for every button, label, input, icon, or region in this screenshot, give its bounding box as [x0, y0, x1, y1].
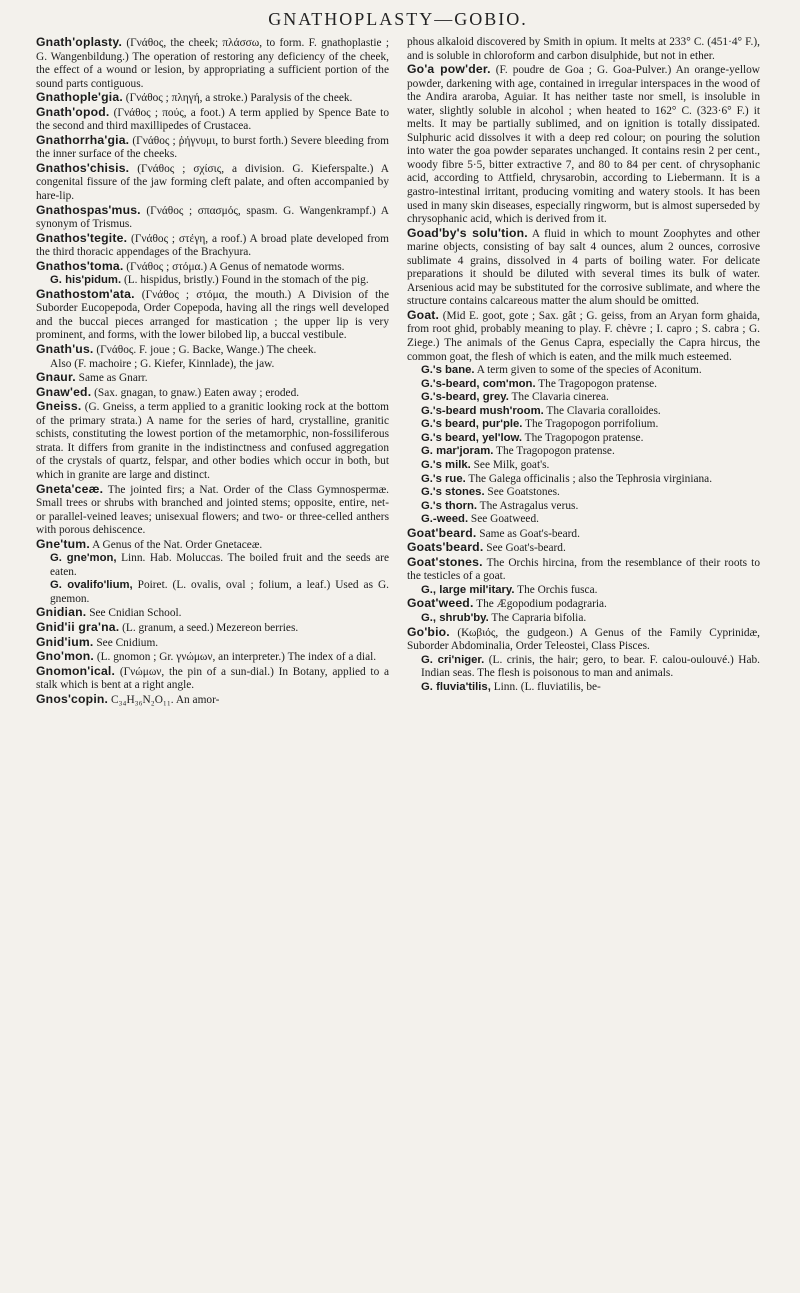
entry-definition: Linn. (L. fluviatilis, be-	[490, 680, 601, 693]
dictionary-entry	[36, 636, 389, 651]
entry-definition: Also (F. machoire ; G. Kiefer, Kinnlade), the jaw.	[50, 357, 275, 370]
entry-definition: A term given to some of the species of Aconitum.	[474, 364, 702, 377]
entry-headword: Gnathople'gia.	[36, 90, 123, 105]
dictionary-entry	[36, 134, 389, 162]
entry-headword: Gnathostom'ata.	[36, 286, 135, 301]
entry-headword: G.'s beard, pur'ple.	[421, 418, 523, 431]
dictionary-entry	[407, 527, 760, 542]
entry-definition: (Γνάθος ; σχίσις, a division. G. Kieferspalte.) A congenital fissure of the jaw forming cleft palate, and often accompanied by hare-lip.	[36, 162, 389, 203]
entry-headword: Goat'stones.	[407, 554, 483, 569]
entry-headword: Goat.	[407, 307, 440, 322]
dictionary-entry	[407, 541, 760, 556]
entry-headword: G. gne'mon,	[50, 552, 117, 565]
entry-definition: Linn. Hab. Moluccas. The boiled fruit and the seeds are eaten.	[50, 552, 389, 578]
entry-definition: The Capraria bifolia.	[488, 611, 587, 624]
dictionary-entry	[407, 364, 760, 378]
dictionary-entry	[36, 162, 389, 204]
dictionary-entry	[36, 400, 389, 482]
entry-definition: The Tragopogon pratense.	[522, 431, 644, 444]
entry-headword: Go'a pow'der.	[407, 62, 491, 77]
entry-headword: G.'s beard, yel'low.	[421, 431, 523, 444]
entry-definition: The Tragopogon pratense.	[493, 445, 615, 458]
entry-definition: The Astragalus verus.	[477, 499, 579, 512]
entry-headword: G. mar'joram.	[421, 445, 494, 458]
entry-headword: Goad'by's solu'tion.	[407, 225, 528, 240]
entry-headword: Goat'beard.	[407, 525, 477, 540]
dictionary-entry	[407, 556, 760, 584]
entry-definition: (Γνάθος ; πούς, a foot.) A term applied by Spence Bate to the second and third maxillipedes of Crustacea.	[36, 106, 389, 133]
entry-definition: A fluid in which to mount Zoophytes and other marine objects, consisting of bay salt 4 ounces, alum 2 ounces, corrosive sublimate 4 grains, dissolved in 4 parts of boiling water. For delicate preparations it should be diluted with several times its bulk of water. Arsenious acid may be substituted for the corrosive sublimate, and where the structure contains calcareous matter the alum should be omitted.	[407, 227, 760, 308]
entry-definition: (Γνάθος ; ῥήγνυμι, to burst forth.) Severe bleeding from the inner surface of the cheeks.	[36, 134, 389, 161]
dictionary-entry	[36, 343, 389, 358]
entry-headword: G.'s rue.	[421, 472, 466, 485]
dictionary-entry	[36, 386, 389, 401]
entry-definition: See Cnidium.	[93, 636, 159, 649]
entry-headword: Gnid'ium.	[36, 634, 94, 649]
dictionary-entry	[407, 612, 760, 626]
dictionary-entry	[407, 473, 760, 487]
entry-definition: See Goat's-beard.	[483, 542, 566, 555]
dictionary-entry	[407, 584, 760, 598]
dictionary-entry	[407, 681, 760, 695]
entry-definition: (Γνάθος, the cheek; πλάσσω, to form. F. gnathoplastie ; G. Wangenbildung.) The operation of restoring any deficiency of the cheek, the effect of a wound or lesion, by appropriating a sufficient portion of the sound parts contiguous.	[36, 37, 389, 90]
entry-definition: See Milk, goat's.	[470, 458, 550, 471]
dictionary-entry	[36, 606, 389, 621]
entry-definition: (Γνάθος ; στόμα, the mouth.) A Division of the Suborder Eucopepoda, Order Copepoda, having all the rings well developed and the buccal pieces arranged for mastication ; the upper lip is very prominent, and forms, with the lower bilobed lip, a buccal vestibule.	[36, 288, 389, 342]
entry-definition: Same as Gnarr.	[75, 372, 148, 385]
entry-definition: phous alkaloid discovered by Smith in opium. It melts at 233° C. (451·4° F.), and is soluble in chloroform and carbon disulphide, but not in ether.	[407, 36, 760, 62]
entry-headword: Gneiss.	[36, 399, 82, 414]
entry-definition: (Γνάθος ; σπασμός, spasm. G. Wangenkrampf.) A synonym of Trismus.	[36, 204, 389, 231]
dictionary-entry	[36, 274, 389, 288]
entry-headword: Gnathorrha'gia.	[36, 132, 130, 147]
entry-definition: (G. Gneiss, a term applied to a granitic looking rock at the bottom of the primary strata.) A name for the series of hard, crystalline, granitic schists, constituting the lowest portion of the metamorphic, non-fossiliferous strata. It differs from granite in the indistinctness and confused aggregation of the crystals of quartz, felspar, and other bodies which occur in both, but which in granite are large and distinct.	[36, 401, 389, 481]
entry-headword: G.'s-beard, com'mon.	[421, 377, 536, 390]
entry-definition: (L. hispidus, bristly.) Found in the stomach of the pig.	[121, 274, 369, 287]
dictionary-entry	[36, 36, 389, 91]
entry-headword: G., shrub'by.	[421, 611, 489, 624]
dictionary-entry	[36, 260, 389, 275]
dictionary-entry	[407, 500, 760, 514]
entry-definition: The Ægopodium podagraria.	[473, 598, 607, 611]
entry-definition: (Γνάθος ; στόμα.) A Genus of nematode worms.	[123, 260, 345, 273]
entry-headword: G.'s thorn.	[421, 499, 478, 512]
entry-headword: Gnathos'chisis.	[36, 160, 130, 175]
right-column	[407, 36, 760, 707]
entry-headword: Goat'weed.	[407, 596, 474, 611]
entry-definition: (Γνάθος ; πληγή, a stroke.) Paralysis of the cheek.	[122, 92, 353, 105]
dictionary-entry	[407, 405, 760, 419]
entry-headword: Gno'mon.	[36, 649, 94, 664]
dictionary-entry	[36, 106, 389, 134]
entry-definition: Poiret. (L. ovalis, oval ; folium, a leaf.) Used as G. gnemon.	[50, 579, 389, 605]
entry-definition: See Cnidian School.	[86, 607, 182, 620]
entry-headword: Gnaw'ed.	[36, 384, 92, 399]
entry-headword: Gnathos'toma.	[36, 258, 124, 273]
entry-headword: Gnos'copin.	[36, 691, 109, 706]
dictionary-entry	[36, 91, 389, 106]
entry-headword: G.'s bane.	[421, 364, 475, 377]
dictionary-entry	[407, 626, 760, 654]
dictionary-entry	[407, 378, 760, 392]
entry-headword: Gnathospas'mus.	[36, 202, 141, 217]
entry-definition: The Orchis fusca.	[514, 583, 598, 596]
entry-definition: The Tragopogon porrifolium.	[522, 418, 659, 431]
entry-headword: Gnomon'ical.	[36, 663, 116, 678]
dictionary-entry	[407, 391, 760, 405]
dictionary-entry	[407, 36, 760, 63]
entry-definition: The jointed firs; a Nat. Order of the Class Gymnospermæ. Small trees or shrubs with branched and jointed stems; opposite, entire, net- or parallel-veined leaves; unisexual flowers; and two- or three-celled anthers with porous dehiscence.	[36, 483, 389, 537]
entry-definition: (Γνάθος ; στέγη, a roof.) A broad plate developed from the third thoracic appendages of the Brachyura.	[36, 232, 389, 259]
dictionary-entry	[407, 486, 760, 500]
entry-definition: The Clavaria cinerea.	[508, 391, 609, 404]
dictionary-entry	[36, 538, 389, 553]
dictionary-entry	[36, 693, 389, 708]
entry-headword: G. his'pidum.	[50, 274, 122, 287]
entry-headword: G., large mil'itary.	[421, 583, 515, 596]
entry-headword: Gnidian.	[36, 605, 87, 620]
dictionary-entry	[36, 232, 389, 260]
dictionary-entry	[407, 597, 760, 612]
entry-headword: Gnathos'tegite.	[36, 230, 128, 245]
entry-definition: (F. poudre de Goa ; G. Goa-Pulver.) An orange-yellow powder, darkening with age, contained in irregular interspaces in the wood of the Andira araroba, Aguiar. It has neither taste nor smell, is insoluble in water, slightly soluble in alcohol ; when heated to 162° C. (323·6° F.) it melts. It may be partially sublimed, and on ignition is totally dissipated. Sulphuric acid dissolves it with a deep red colour; on pouring the solution into water the goa powder separates unchanged. It contains resin 2 per cent., woody fibre 5·5, bitter extractive 7, and 80 to 84 per cent. of chrysophanic acid, according to Attfield, chrysarobin, according to Liebermann. It is a gastro-intestinal irritant, producing vomiting and watery stools. It has been used in many skin diseases, especially ringworm, but is almost superseded by chrysophanic acid, which is derived from it.	[407, 64, 760, 226]
dictionary-entry	[36, 483, 389, 538]
entry-definition: The Orchis hircina, from the resemblance of their roots to the testicles of a goat.	[407, 556, 760, 583]
entry-headword: G.'s milk.	[421, 458, 471, 471]
entry-definition: The Tragopogon pratense.	[535, 377, 658, 390]
entry-headword: Gnath'opod.	[36, 104, 110, 119]
entry-headword: G.-weed.	[421, 513, 469, 526]
dictionary-entry	[407, 513, 760, 527]
dictionary-entry	[407, 445, 760, 459]
entry-headword: Gnid'ii gra'na.	[36, 619, 120, 634]
running-head: GNATHOPLASTY—GOBIO.	[268, 9, 528, 29]
dictionary-entry	[36, 358, 389, 372]
entry-definition: (L. crinis, the hair; gero, to bear. F. calou-oulouvé.) Hab. Indian seas. The flesh is poisonous to man and animals.	[421, 653, 760, 680]
two-column-body	[36, 36, 760, 707]
entry-headword: G. ovalifo'lium,	[50, 579, 133, 592]
dictionary-entry	[407, 227, 760, 309]
entry-definition: (Γνάθος. F. joue ; G. Backe, Wange.) The cheek.	[93, 344, 317, 357]
entry-definition: The Clavaria coralloides.	[543, 404, 661, 417]
entry-definition: See Goatstones.	[484, 486, 560, 499]
entry-headword: Goats'beard.	[407, 540, 484, 555]
entry-definition: (Γνώμων, the pin of a sun-dial.) In Botany, applied to a stalk which is bent at a right angle.	[36, 665, 389, 692]
dictionary-entry	[407, 309, 760, 364]
left-column	[36, 36, 389, 707]
entry-headword: G.'s-beard, grey.	[421, 391, 509, 404]
dictionary-entry	[36, 204, 389, 232]
dictionary-entry	[36, 579, 389, 606]
entry-headword: Go'bio.	[407, 624, 450, 639]
entry-definition: C₃₄H₃₆N₂O₁₁. An amor-	[108, 693, 220, 706]
entry-definition: The Galega officinalis ; also the Tephrosia virginiana.	[465, 472, 713, 485]
entry-definition: (L. granum, a seed.) Mezereon berries.	[119, 621, 299, 634]
entry-definition: (Κωβιός, the gudgeon.) A Genus of the Family Cyprinidæ, Suborder Abdominalia, Order Teleostei, Class Pisces.	[407, 626, 760, 653]
entry-definition: Same as Goat's-beard.	[476, 527, 580, 540]
entry-headword: Gnath'oplasty.	[36, 35, 123, 49]
dictionary-entry	[407, 418, 760, 432]
dictionary-entry	[407, 432, 760, 446]
entry-definition: (Sax. gnagan, to gnaw.) Eaten away ; eroded.	[91, 386, 300, 399]
entry-headword: G.'s-beard mush'room.	[421, 404, 544, 417]
entry-definition: (Mid E. goot, gote ; Sax. gât ; G. geiss, from an Aryan form ghaida, from root ghid, probably meaning to play. F. chèvre ; I. capro ; S. cabra ; G. Ziege.) The animals of the Genus Capra, especially the Capra hircus, the common goat, the flesh of which is eaten, and the milk much esteemed.	[407, 309, 760, 363]
entry-headword: G.'s stones.	[421, 486, 485, 499]
entry-definition: A Genus of the Nat. Order Gnetaceæ.	[89, 538, 263, 551]
entry-headword: Gneta'ceæ.	[36, 481, 104, 496]
entry-headword: G. fluvia'tilis,	[421, 680, 491, 693]
dictionary-entry	[36, 371, 389, 386]
dictionary-entry	[407, 63, 760, 227]
entry-definition: See Goatweed.	[468, 513, 539, 526]
dictionary-entry	[36, 621, 389, 636]
dictionary-entry	[407, 654, 760, 681]
entry-headword: Gnaur.	[36, 370, 76, 385]
entry-headword: Gnath'us.	[36, 342, 94, 357]
dictionary-entry	[407, 459, 760, 473]
dictionary-entry	[36, 552, 389, 579]
dictionary-entry	[36, 650, 389, 665]
entry-definition: (L. gnomon ; Gr. γνώμων, an interpreter.) The index of a dial.	[93, 651, 377, 664]
dictionary-entry	[36, 288, 389, 343]
entry-headword: G. cri'niger.	[421, 653, 485, 666]
dictionary-entry	[36, 665, 389, 693]
entry-headword: Gne'tum.	[36, 536, 90, 551]
